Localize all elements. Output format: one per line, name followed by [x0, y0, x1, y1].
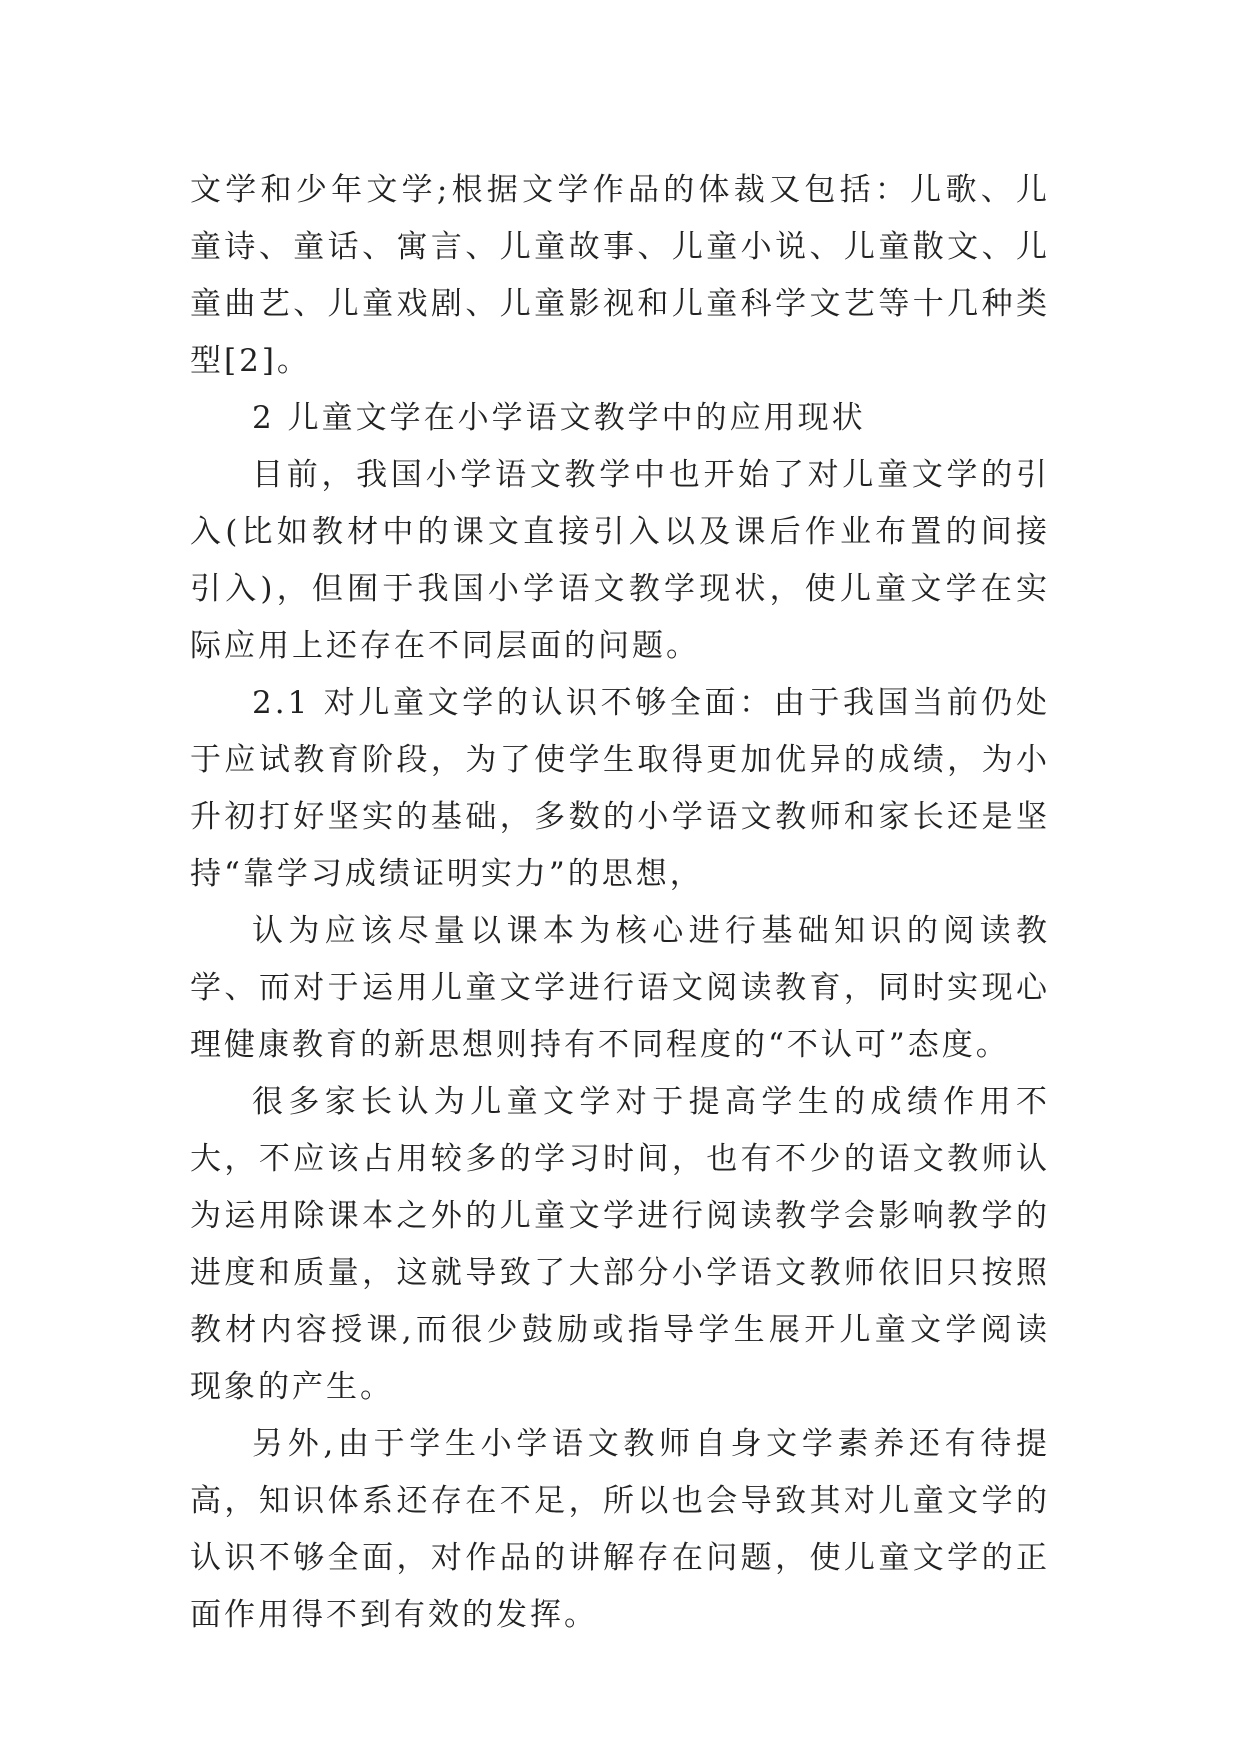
paragraph-textbook-view: 认为应该尽量以课本为核心进行基础知识的阅读教学、而对于运用儿童文学进行语文阅读教育，同时实现心理健康教育的新思想则持有不同程度的“不认可”态度。: [190, 913, 1050, 1063]
paragraph-parents-view: 很多家长认为儿童文学对于提高学生的成绩作用不大，不应该占用较多的学习时间，也有不少的语文教师认为运用除课本之外的儿童文学进行阅读教学会影响教学的进度和质量，这就导致了大部分小学语文教师依旧只按照教材内容授课,而很少鼓励或指导学生展开儿童文学阅读现象的产生。: [190, 1084, 1050, 1405]
paragraph-subsection-2-1: 2.1 对儿童文学的认识不够全面：由于我国当前仍处于应试教育阶段，为了使学生取得更加优异的成绩，为小升初打好坚实的基础，多数的小学语文教师和家长还是坚持“靠学习成绩证明实力”的思想，: [190, 685, 1050, 892]
document-body: [190, 162, 1050, 1644]
paragraph-current-status: 目前，我国小学语文教学中也开始了对儿童文学的引入(比如教材中的课文直接引入以及课后作业布置的间接引入)，但囿于我国小学语文教学现状，使儿童文学在实际应用上还存在不同层面的问题。: [190, 457, 1050, 664]
paragraph-continued: 文学和少年文学;根据文学作品的体裁又包括：儿歌、儿童诗、童话、寓言、儿童故事、儿童小说、儿童散文、儿童曲艺、儿童戏剧、儿童影视和儿童科学文艺等十几种类型[2]。: [190, 172, 1050, 379]
paragraph-teacher-literacy: 另外,由于学生小学语文教师自身文学素养还有待提高，知识体系还存在不足，所以也会导致其对儿童文学的认识不够全面，对作品的讲解存在问题，使儿童文学的正面作用得不到有效的发挥。: [190, 1426, 1050, 1633]
section-heading: 2 儿童文学在小学语文教学中的应用现状: [252, 400, 866, 436]
